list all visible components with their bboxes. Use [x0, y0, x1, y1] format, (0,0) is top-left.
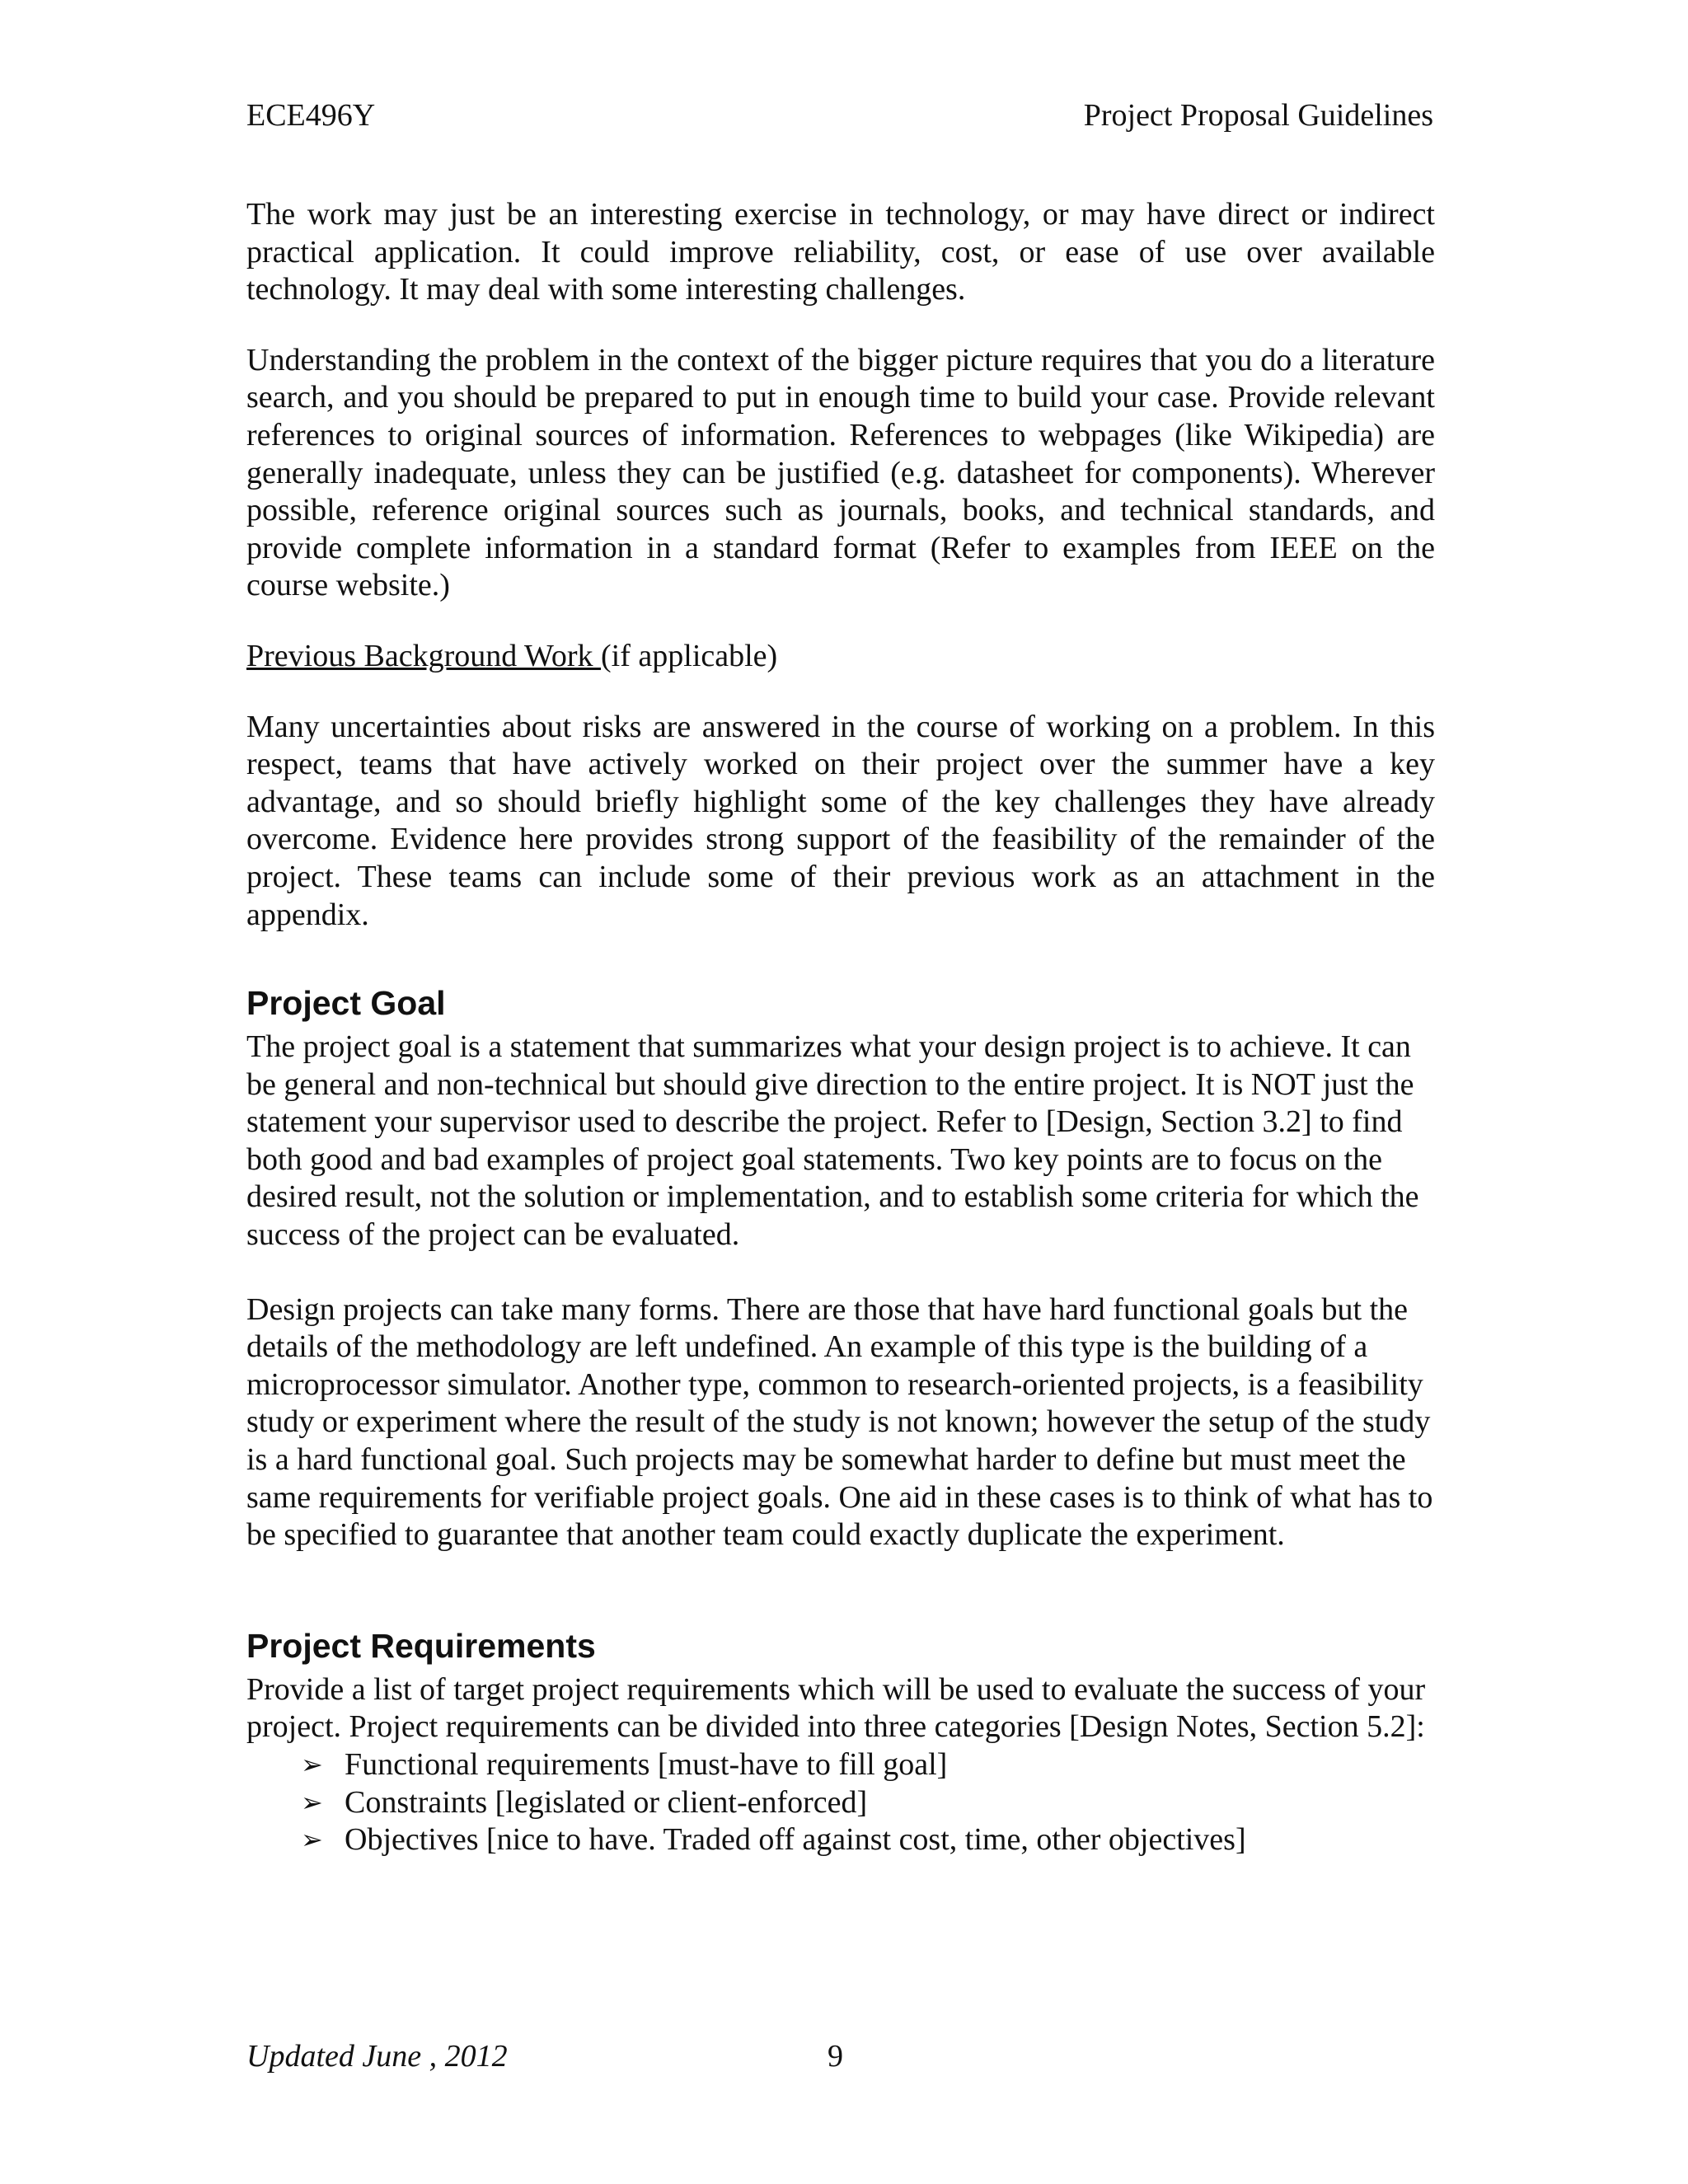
page-number: 9: [828, 2039, 843, 2074]
page-footer: [246, 2036, 1435, 2077]
project-requirements-intro: Provide a list of target project requirements which will be used to evaluate the success of your project. Project requirements can be divided into three categories [Design Notes, Section 5.2]:: [246, 1671, 1426, 1745]
requirements-item-text: Functional requirements [must-have to fill goal]: [345, 1747, 948, 1782]
requirements-list-item: [246, 1784, 1435, 1822]
page-header: [246, 96, 1433, 135]
project-goal-paragraph-2: Design projects can take many forms. There are those that have hard functional goals but the details of the methodology are left undefined. An example of this type is the building of a microprocessor simulator. Another type, common to research-oriented projects, is a feasibility study or experiment where the result of the study is not known; however the setup of the study is a hard functional goal. Such projects may be somewhat harder to define but must meet the same requirements for verifiable project goals. One aid in these cases is to think of what has to be specified to guarantee that another team could exactly duplicate the experiment.: [246, 1291, 1433, 1553]
arrow-bullet-icon: ➢: [301, 1786, 323, 1818]
requirements-item-text: Objectives [nice to have. Traded off against cost, time, other objectives]: [345, 1822, 1246, 1858]
intro-paragraph-1: The work may just be an interesting exercise in technology, or may have direct or indirect practical application. It could improve reliability, cost, or ease of use over available technology. It may deal with some interesting challenges.: [246, 197, 1435, 307]
previous-work-paragraph: Many uncertainties about risks are answered in the course of working on a problem. In this respect, teams that have actively worked on their project over the summer have a key advantage, and so should briefly highlight some of the key challenges they have already overcome. Evidence here provides strong support of the feasibility of the remainder of the project. These teams can include some of their previous work as an attachment in the appendix.: [246, 709, 1435, 932]
header-doc-title: Project Proposal Guidelines: [1083, 98, 1433, 133]
footer-updated-date: Updated June , 2012: [246, 2039, 508, 2074]
requirements-list-item: [246, 1746, 1435, 1784]
previous-work-subheading-note: (if applicable): [601, 638, 778, 673]
arrow-bullet-icon: ➢: [301, 1824, 323, 1856]
arrow-bullet-icon: ➢: [301, 1749, 323, 1780]
requirements-list-item: [246, 1821, 1435, 1859]
header-course: ECE496Y: [246, 98, 376, 133]
requirements-list: [246, 1746, 1435, 1859]
intro-paragraph-2: Understanding the problem in the context of the bigger picture requires that you do a literature search, and you should be prepared to put in enough time to build your case. Provide relevant references to original sources of information. References to webpages (like Wikipedia) are generally inadequate, unless they can be justified (e.g. datasheet for components). Wherever possible, reference original sources such as journals, books, and technical standards, and provide complete information in a standard format (Refer to examples from IEEE on the course website.): [246, 342, 1435, 603]
previous-work-subheading: [246, 638, 1435, 676]
project-goal-paragraph-1: The project goal is a statement that summarizes what your design project is to achieve. It can be general and non-technical but should give direction to the entire project. It is NOT just the statement your supervisor used to describe the project. Refer to [Design, Section 3.2] to find both good and bad examples of project goal statements. Two key points are to focus on the desired result, not the solution or implementation, and to establish some criteria for which the success of the project can be evaluated.: [246, 1029, 1419, 1253]
project-goal-heading: Project Goal: [246, 984, 446, 1023]
requirements-item-text: Constraints [legislated or client-enforced]: [345, 1784, 868, 1820]
page-content: [246, 196, 1435, 1859]
project-requirements-heading: Project Requirements: [246, 1626, 596, 1665]
previous-work-subheading-underlined: Previous Background Work: [246, 638, 602, 673]
